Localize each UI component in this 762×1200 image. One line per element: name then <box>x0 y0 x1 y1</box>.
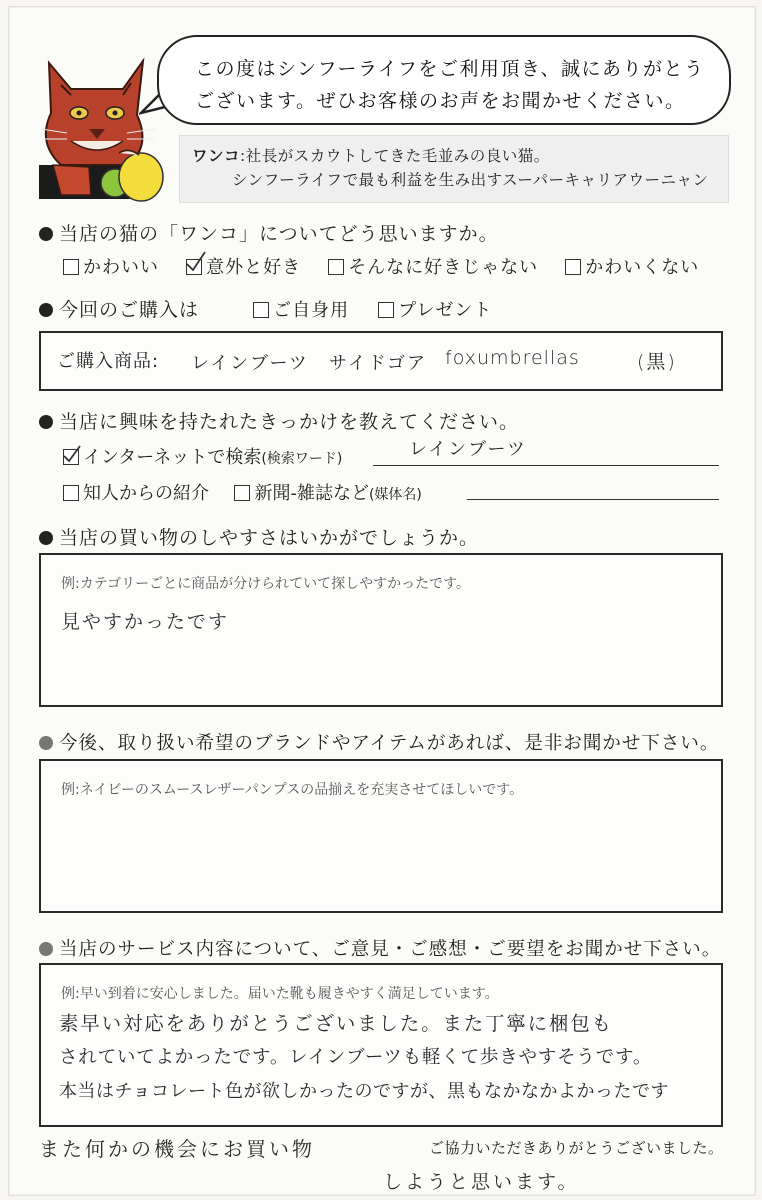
q5-heading <box>39 729 719 755</box>
checkbox-icon[interactable] <box>234 485 250 501</box>
q4-answer: 見やすかったです <box>61 611 230 633</box>
bullet-icon <box>39 227 53 241</box>
checkbox-icon[interactable] <box>328 259 344 275</box>
speech-bubble <box>157 35 731 125</box>
bullet-icon <box>39 736 53 750</box>
q2-question: 今回のご購入は <box>59 299 200 321</box>
bullet-icon <box>39 942 53 956</box>
search-word-line <box>373 465 719 466</box>
checkbox-icon[interactable] <box>565 259 581 275</box>
media-name-line <box>467 499 719 500</box>
q5-answer-box[interactable] <box>39 759 723 913</box>
q3-option-1[interactable]: インターネットで検索(検索ワード) <box>63 443 342 469</box>
search-word-answer[interactable]: レインブーツ <box>409 439 527 460</box>
q1-options <box>63 253 721 279</box>
q3-heading <box>39 407 519 434</box>
bullet-icon <box>39 415 53 429</box>
thanks-message: ご協力いただきありがとうございました。 <box>429 1139 724 1157</box>
q2-heading <box>39 295 514 322</box>
checkbox-checked-icon[interactable] <box>63 449 79 465</box>
bullet-icon <box>39 531 53 545</box>
q4-question: 当店の買い物のしやすさはいかがでしょうか。 <box>59 527 480 549</box>
bubble-line-1: この度はシンフーライフをご利用頂き、誠にありがとう <box>195 58 705 80</box>
q1-option-1[interactable]: 意外と好き <box>186 257 301 278</box>
q3-option-2[interactable]: 知人からの紹介 <box>63 483 209 504</box>
q2-option-1[interactable]: プレゼント <box>378 300 492 321</box>
q6-heading <box>39 935 721 961</box>
q4-answer-box[interactable] <box>39 553 723 707</box>
bullet-icon <box>39 303 53 317</box>
q4-example: 例:カテゴリーごとに商品が分けられていて探しやすかったです。 <box>61 576 471 592</box>
product-value-3: foxumbrellas <box>445 347 580 369</box>
q6-example: 例:早い到着に安心しました。届いた靴も履きやすく満足しています。 <box>61 986 499 1002</box>
q6-question: 当店のサービス内容について、ご意見・ご感想・ご要望をお聞かせ下さい。 <box>59 939 722 960</box>
q1-option-3[interactable]: かわいくない <box>565 257 699 278</box>
q3-question: 当店に興味を持たれたきっかけを教えてください。 <box>59 411 520 433</box>
product-label: ご購入商品: <box>57 351 160 372</box>
q5-example: 例:ネイビーのスムースレザーパンプスの品揃えを充実させてほしいです。 <box>61 782 524 798</box>
checkbox-checked-icon[interactable] <box>186 259 202 275</box>
q6-answer-line-5: しようと思います。 <box>383 1171 580 1193</box>
product-value-1: レインブーツ <box>191 353 309 374</box>
q3-option-3[interactable]: 新聞-雑誌など(媒体名) <box>234 483 421 504</box>
checkbox-icon[interactable] <box>63 259 79 275</box>
mascot-name: ワンコ <box>192 147 241 165</box>
q6-answer-box[interactable] <box>39 963 723 1127</box>
checkbox-icon[interactable] <box>63 485 79 501</box>
q3-option-2-3 <box>63 479 422 505</box>
bubble-line-2: ございます。ぜひお客様のお声をお聞かせください。 <box>195 90 686 112</box>
q1-heading <box>39 219 499 246</box>
q6-answer-line-2: されていてよかったです。レインブーツも軽くて歩きやすそうです。 <box>59 1047 653 1068</box>
q1-question: 当店の猫の「ワンコ」についてどう思いますか。 <box>59 223 499 245</box>
q5-question: 今後、取り扱い希望のブランドやアイテムがあれば、是非お聞かせ下さい。 <box>59 733 720 754</box>
product-box <box>39 331 723 391</box>
product-value-2: サイドゴア <box>329 353 428 374</box>
mascot-desc-2: シンフーライフで最も利益を生み出すスーパーキャリアウーニャン <box>232 171 709 189</box>
q6-answer <box>59 1007 669 1109</box>
q2-option-0[interactable]: ご自身用 <box>253 300 349 321</box>
q4-heading <box>39 523 479 550</box>
q6-answer-line-3: 本当はチョコレート色が欲しかったのですが、黒もなかなかよかったです <box>59 1081 669 1102</box>
product-value-4: (黒) <box>637 351 677 373</box>
q1-option-2[interactable]: そんなに好きじゃない <box>328 257 538 278</box>
q6-answer-line-1: 素早い対応をありがとうございました。また丁寧に梱包も <box>59 1012 613 1035</box>
q6-answer-line-4: また何かの機会にお買い物 <box>39 1137 315 1161</box>
checkbox-icon[interactable] <box>253 302 269 318</box>
mascot-desc-1: :社長がスカウトしてきた毛並みの良い猫。 <box>240 147 550 165</box>
survey-card <box>8 6 756 1196</box>
mascot-banner <box>179 135 729 203</box>
q1-option-0[interactable]: かわいい <box>63 257 159 278</box>
checkbox-icon[interactable] <box>378 302 394 318</box>
